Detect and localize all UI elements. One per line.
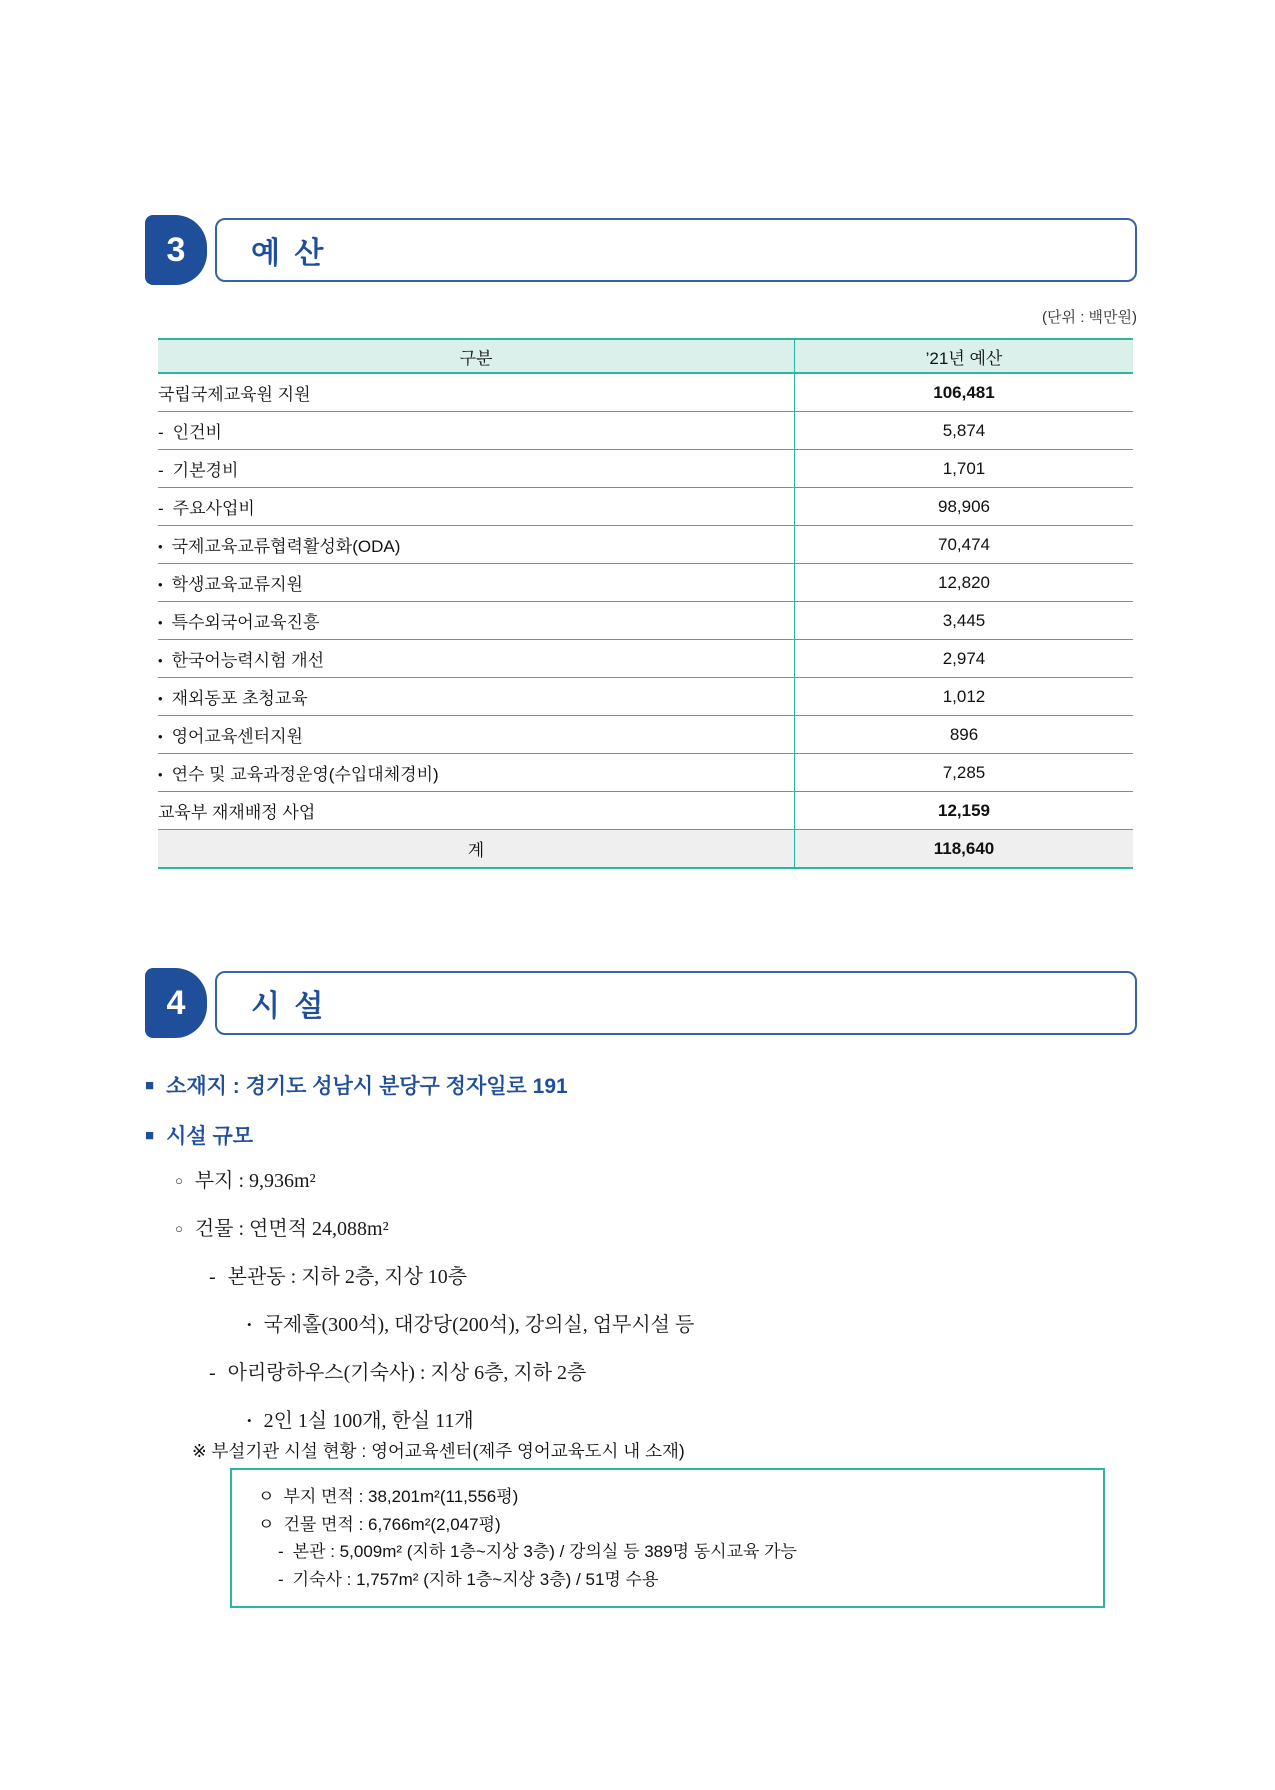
row-value-cell: 106,481 [795, 373, 1134, 412]
row-marker: • [158, 729, 163, 744]
facility-list-item [145, 1212, 1135, 1241]
list-item-marker: ㅇ [258, 1514, 275, 1534]
row-marker: • [158, 653, 163, 668]
list-item-text: 건물 면적 : 6,766m²(2,047평) [283, 1514, 501, 1534]
row-label-cell [158, 602, 795, 640]
row-label-cell [158, 716, 795, 754]
list-item-text: 기숙사 : 1,757m² (지하 1층~지상 3층) / 51명 수용 [292, 1569, 659, 1589]
facility-list-item [145, 1260, 1135, 1289]
location-text: 소재지 : 경기도 성남시 분당구 정자일로 191 [166, 1075, 568, 1098]
section-3-title-box [215, 218, 1137, 282]
list-item-marker: ㅇ [258, 1487, 275, 1506]
list-item-text: 2인 1실 100개, 한실 11개 [263, 1410, 474, 1432]
facility-list [145, 1164, 1135, 1452]
table-row [158, 754, 1133, 792]
section-3-title: 예 산 [251, 237, 327, 270]
facility-list-item [145, 1356, 1135, 1385]
list-item-marker: - [278, 1569, 284, 1589]
row-label-cell [158, 373, 795, 412]
list-item-text: 부지 면적 : 38,201m²(11,556평) [283, 1487, 519, 1506]
row-label: 국제교육교류협력활성화(ODA) [171, 537, 401, 556]
table-total-row [158, 830, 1133, 869]
row-value-cell: 3,445 [795, 602, 1134, 640]
table-header-category: 구분 [158, 339, 795, 373]
row-label-cell [158, 564, 795, 602]
row-label: 재외동포 초청교육 [171, 689, 308, 708]
table-row [158, 450, 1133, 488]
row-label-cell [158, 412, 795, 450]
table-row [158, 602, 1133, 640]
row-value-cell: 12,820 [795, 564, 1134, 602]
location-line [145, 1070, 568, 1100]
row-value-cell: 1,701 [795, 450, 1134, 488]
budget-table [158, 338, 1133, 869]
list-item-text: 본관 : 5,009m² (지하 1층~지상 3층) / 강의실 등 389명 동시교육 가능 [292, 1542, 797, 1562]
row-label: 교육부 재재배정 사업 [158, 803, 316, 822]
row-value-cell: 98,906 [795, 488, 1134, 526]
section-4-title-box [215, 971, 1137, 1035]
annex-info-box [230, 1468, 1105, 1608]
row-label-cell [158, 640, 795, 678]
list-item-text: 국제홀(300석), 대강당(200석), 강의실, 업무시설 등 [263, 1314, 695, 1336]
square-bullet-icon: ■ [145, 1076, 155, 1094]
facility-list-item [145, 1308, 1135, 1337]
row-label-cell [158, 754, 795, 792]
row-label-cell [158, 488, 795, 526]
list-item-text: 부지 : 9,936m² [194, 1170, 316, 1192]
section-4-title: 시 설 [251, 990, 327, 1023]
annex-note: ※ 부설기관 시설 현황 : 영어교육센터(제주 영어교육도시 내 소재) [192, 1441, 685, 1461]
list-item-text: 본관동 : 지하 2층, 지상 10층 [227, 1266, 468, 1288]
row-value-cell: 2,974 [795, 640, 1134, 678]
row-label: 특수외국어교육진흥 [171, 613, 320, 632]
table-row [158, 412, 1133, 450]
facility-scale-text: 시설 규모 [166, 1125, 254, 1148]
table-row [158, 640, 1133, 678]
table-header-budget: ’21년 예산 [795, 339, 1134, 373]
section-3-number-badge: 3 [145, 215, 207, 285]
table-row [158, 526, 1133, 564]
list-item-marker: - [278, 1542, 284, 1562]
row-value-cell: 12,159 [795, 792, 1134, 830]
row-label: 인건비 [172, 423, 222, 442]
info-box-line [232, 1566, 1093, 1594]
row-value-cell: 118,640 [795, 830, 1134, 869]
row-value-cell: 70,474 [795, 526, 1134, 564]
row-label-cell [158, 830, 795, 869]
facility-list-item [145, 1404, 1135, 1433]
row-label: 연수 및 교육과정운영(수입대체경비) [171, 765, 439, 784]
info-box-line [232, 1483, 1093, 1511]
row-value-cell: 7,285 [795, 754, 1134, 792]
list-item-marker: • [247, 1413, 252, 1428]
list-item-marker: • [247, 1317, 252, 1332]
list-item-text: 건물 : 연면적 24,088m² [194, 1218, 389, 1240]
row-label-cell [158, 678, 795, 716]
row-label: 기본경비 [172, 461, 239, 480]
row-marker: • [158, 577, 163, 592]
table-header-row [158, 339, 1133, 373]
budget-table-body [158, 373, 1133, 868]
row-label: 계 [467, 841, 485, 860]
unit-note: (단위 : 백만원) [1042, 309, 1137, 326]
row-label: 학생교육교류지원 [171, 575, 303, 594]
row-marker: • [158, 539, 163, 554]
row-marker: - [158, 499, 164, 518]
row-label: 국립국제교육원 지원 [158, 385, 311, 404]
row-label-cell [158, 792, 795, 830]
table-row [158, 564, 1133, 602]
info-box-line [232, 1538, 1093, 1566]
info-box-line [232, 1511, 1093, 1539]
row-label: 영어교육센터지원 [171, 727, 303, 746]
row-marker: - [158, 423, 164, 442]
table-row [158, 488, 1133, 526]
section-4-header [145, 968, 1137, 1038]
section-4-number-badge: 4 [145, 968, 207, 1038]
row-label: 주요사업비 [172, 499, 255, 518]
table-row [158, 678, 1133, 716]
row-label: 한국어능력시험 개선 [171, 651, 325, 670]
table-row [158, 373, 1133, 412]
row-value-cell: 1,012 [795, 678, 1134, 716]
row-value-cell: 5,874 [795, 412, 1134, 450]
table-row [158, 792, 1133, 830]
list-item-marker: ○ [175, 1221, 183, 1236]
list-item-marker: - [209, 1362, 216, 1384]
row-label-cell [158, 450, 795, 488]
row-marker: - [158, 461, 164, 480]
list-item-text: 아리랑하우스(기숙사) : 지상 6층, 지하 2층 [227, 1362, 587, 1384]
list-item-marker: - [209, 1266, 216, 1288]
row-label-cell [158, 526, 795, 564]
row-marker: • [158, 691, 163, 706]
row-marker: • [158, 767, 163, 782]
square-bullet-icon: ■ [145, 1126, 155, 1144]
section-3-header [145, 215, 1137, 285]
facility-list-item [145, 1164, 1135, 1193]
row-marker: • [158, 615, 163, 630]
table-row [158, 716, 1133, 754]
budget-table-head [158, 339, 1133, 373]
row-value-cell: 896 [795, 716, 1134, 754]
list-item-marker: ○ [175, 1173, 183, 1188]
facility-scale-line [145, 1120, 253, 1150]
